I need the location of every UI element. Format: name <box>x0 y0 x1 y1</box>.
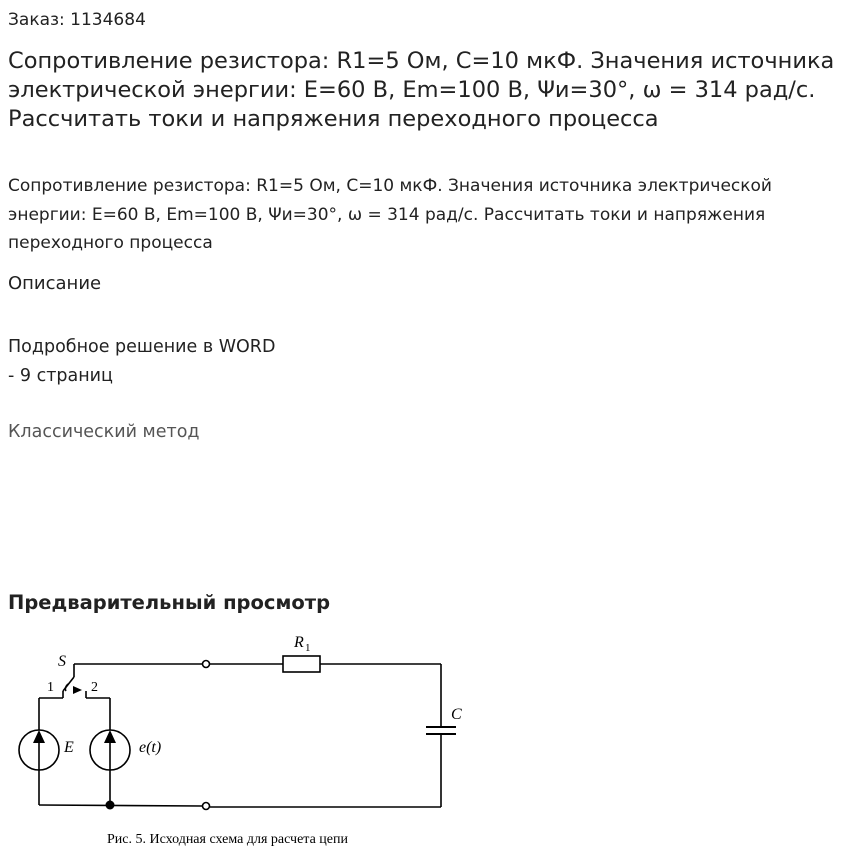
order-number: Заказ: 1134684 <box>8 10 146 30</box>
figure-caption: Рис. 5. Исходная схема для расчета цепи <box>107 832 348 847</box>
preview-heading: Предварительный просмотр <box>8 591 331 614</box>
junction-dot <box>106 801 115 810</box>
label-source-et: e(t) <box>139 739 162 756</box>
resistor-r1 <box>283 656 320 672</box>
wire-bottom-left <box>39 805 202 806</box>
terminal-bottom <box>203 803 210 810</box>
method-text: Классический метод <box>8 422 200 442</box>
task-summary: Сопротивление резистора: R1=5 Ом, С=10 мкФ. Значения источника электрической энергии: E=60 В, Em=100 В, Ψи=30°, ω = 314 рад/с. Рассчитать токи и напряжения переходного процесса <box>8 176 772 253</box>
description-heading: Описание <box>8 273 102 294</box>
label-position-2: 2 <box>91 680 98 695</box>
circuit-preview-image <box>0 620 480 861</box>
page-count-text: - 9 страниц <box>8 366 113 386</box>
label-capacitor: C <box>451 706 462 723</box>
source-et-arrowhead <box>104 730 116 743</box>
label-source-e: E <box>64 739 74 756</box>
label-switch: S <box>58 653 66 670</box>
source-e-arrowhead <box>33 730 45 743</box>
circuit-diagram <box>0 620 480 861</box>
label-resistor: R <box>294 634 304 651</box>
page-title: Сопротивление резистора: R1=5 Ом, С=10 мкФ. Значения источника электрической энергии: E=60 В, Em=100 В, Ψи=30°, ω = 314 рад/с. Рассчитать токи и напряжения переходного процесса <box>8 48 835 132</box>
solution-format-text: Подробное решение в WORD <box>8 337 276 357</box>
label-resistor-subscript: 1 <box>305 642 311 654</box>
label-position-1: 1 <box>47 680 54 695</box>
switch-arrowhead <box>73 686 82 694</box>
terminal-top <box>203 661 210 668</box>
